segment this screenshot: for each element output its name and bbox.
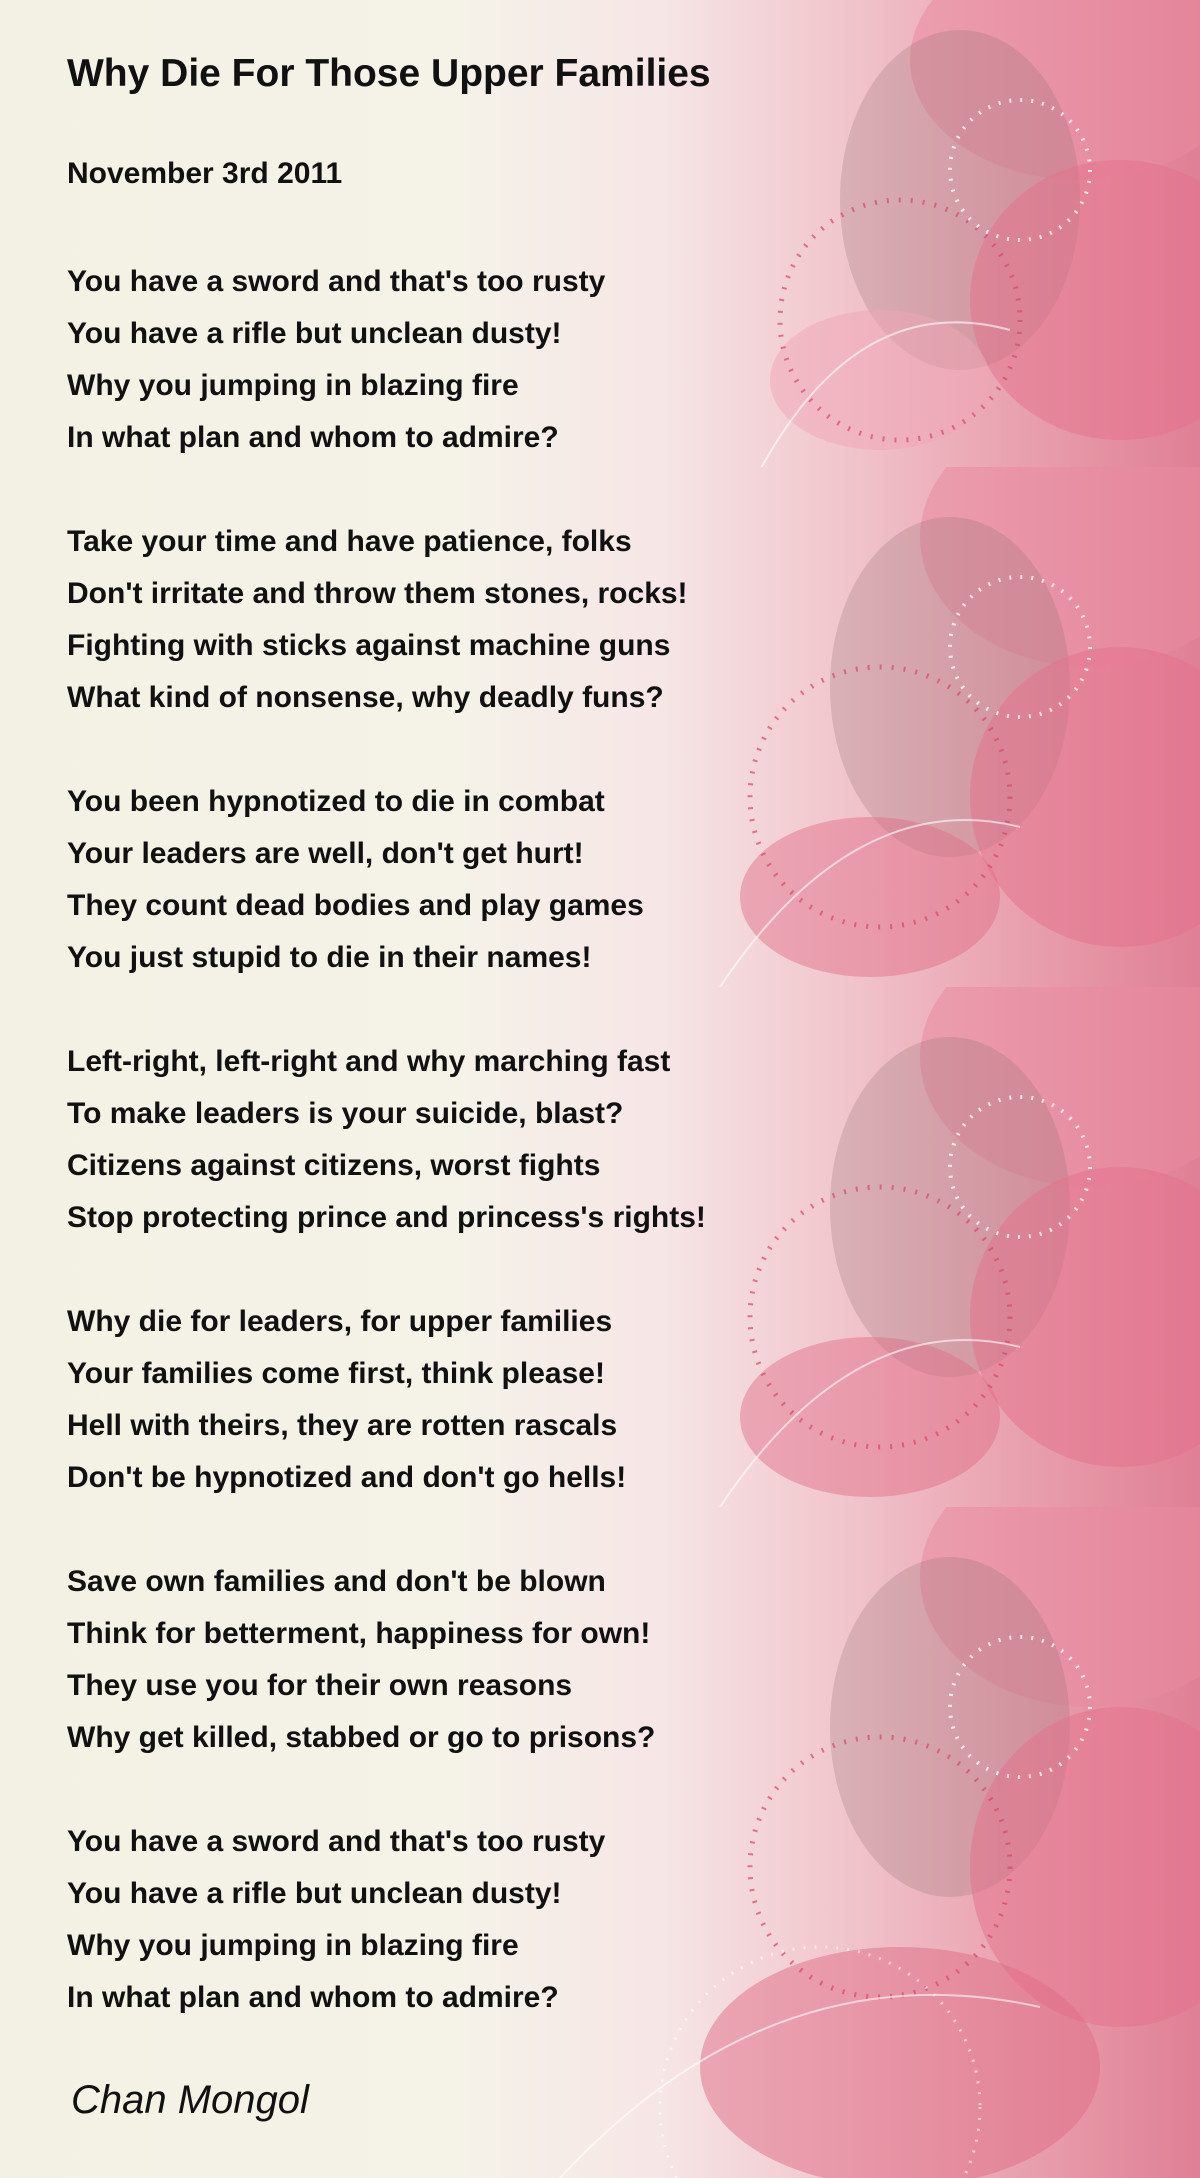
stanza: [67, 1816, 706, 2024]
poem-line: You just stupid to die in their names!: [67, 941, 592, 974]
stanza: [67, 1036, 706, 1244]
poem-line: Fighting with sticks against machine guns: [67, 629, 671, 662]
poem-line: In what plan and whom to admire?: [67, 1981, 559, 2014]
poem-line: Your leaders are well, don't get hurt!: [67, 837, 584, 870]
poem-body: [67, 256, 706, 2076]
poem-line: Don't be hypnotized and don't go hells!: [67, 1461, 627, 1494]
poem-line: Think for betterment, happiness for own!: [67, 1617, 651, 1650]
stanza: [67, 1556, 706, 1764]
poem-line: In what plan and whom to admire?: [67, 421, 559, 454]
stanza: [67, 256, 706, 464]
stanza: [67, 776, 706, 984]
stanza: [67, 516, 706, 724]
poem-date: November 3rd 2011: [67, 157, 343, 190]
poem-line: Stop protecting prince and princess's rights!: [67, 1201, 706, 1234]
poem-line: Save own families and don't be blown: [67, 1565, 606, 1598]
poem-line: Citizens against citizens, worst fights: [67, 1149, 601, 1182]
poem-line: Why die for leaders, for upper families: [67, 1305, 613, 1338]
poem-line: You have a sword and that's too rusty: [67, 1825, 606, 1858]
poem-line: Why you jumping in blazing fire: [67, 369, 519, 402]
poem-line: Take your time and have patience, folks: [67, 525, 632, 558]
poem-line: You have a rifle but unclean dusty!: [67, 1877, 562, 1910]
poem-author: Chan Mongol: [71, 2078, 309, 2122]
poem-line: To make leaders is your suicide, blast?: [67, 1097, 624, 1130]
poem-line: They count dead bodies and play games: [67, 889, 644, 922]
poem-line: Left-right, left-right and why marching fast: [67, 1045, 671, 1078]
poem-line: What kind of nonsense, why deadly funs?: [67, 681, 664, 714]
poem-line: They use you for their own reasons: [67, 1669, 573, 1702]
poem-title: Why Die For Those Upper Families: [67, 52, 711, 95]
poem-line: You have a sword and that's too rusty: [67, 265, 606, 298]
poem-line: Why you jumping in blazing fire: [67, 1929, 519, 1962]
poem-line: Don't irritate and throw them stones, rocks!: [67, 577, 688, 610]
poem-line: You been hypnotized to die in combat: [67, 785, 605, 818]
poem-line: Why get killed, stabbed or go to prisons?: [67, 1721, 656, 1754]
poem-line: Your families come first, think please!: [67, 1357, 605, 1390]
poem-line: Hell with theirs, they are rotten rascals: [67, 1409, 618, 1442]
stanza: [67, 1296, 706, 1504]
poem-line: You have a rifle but unclean dusty!: [67, 317, 562, 350]
